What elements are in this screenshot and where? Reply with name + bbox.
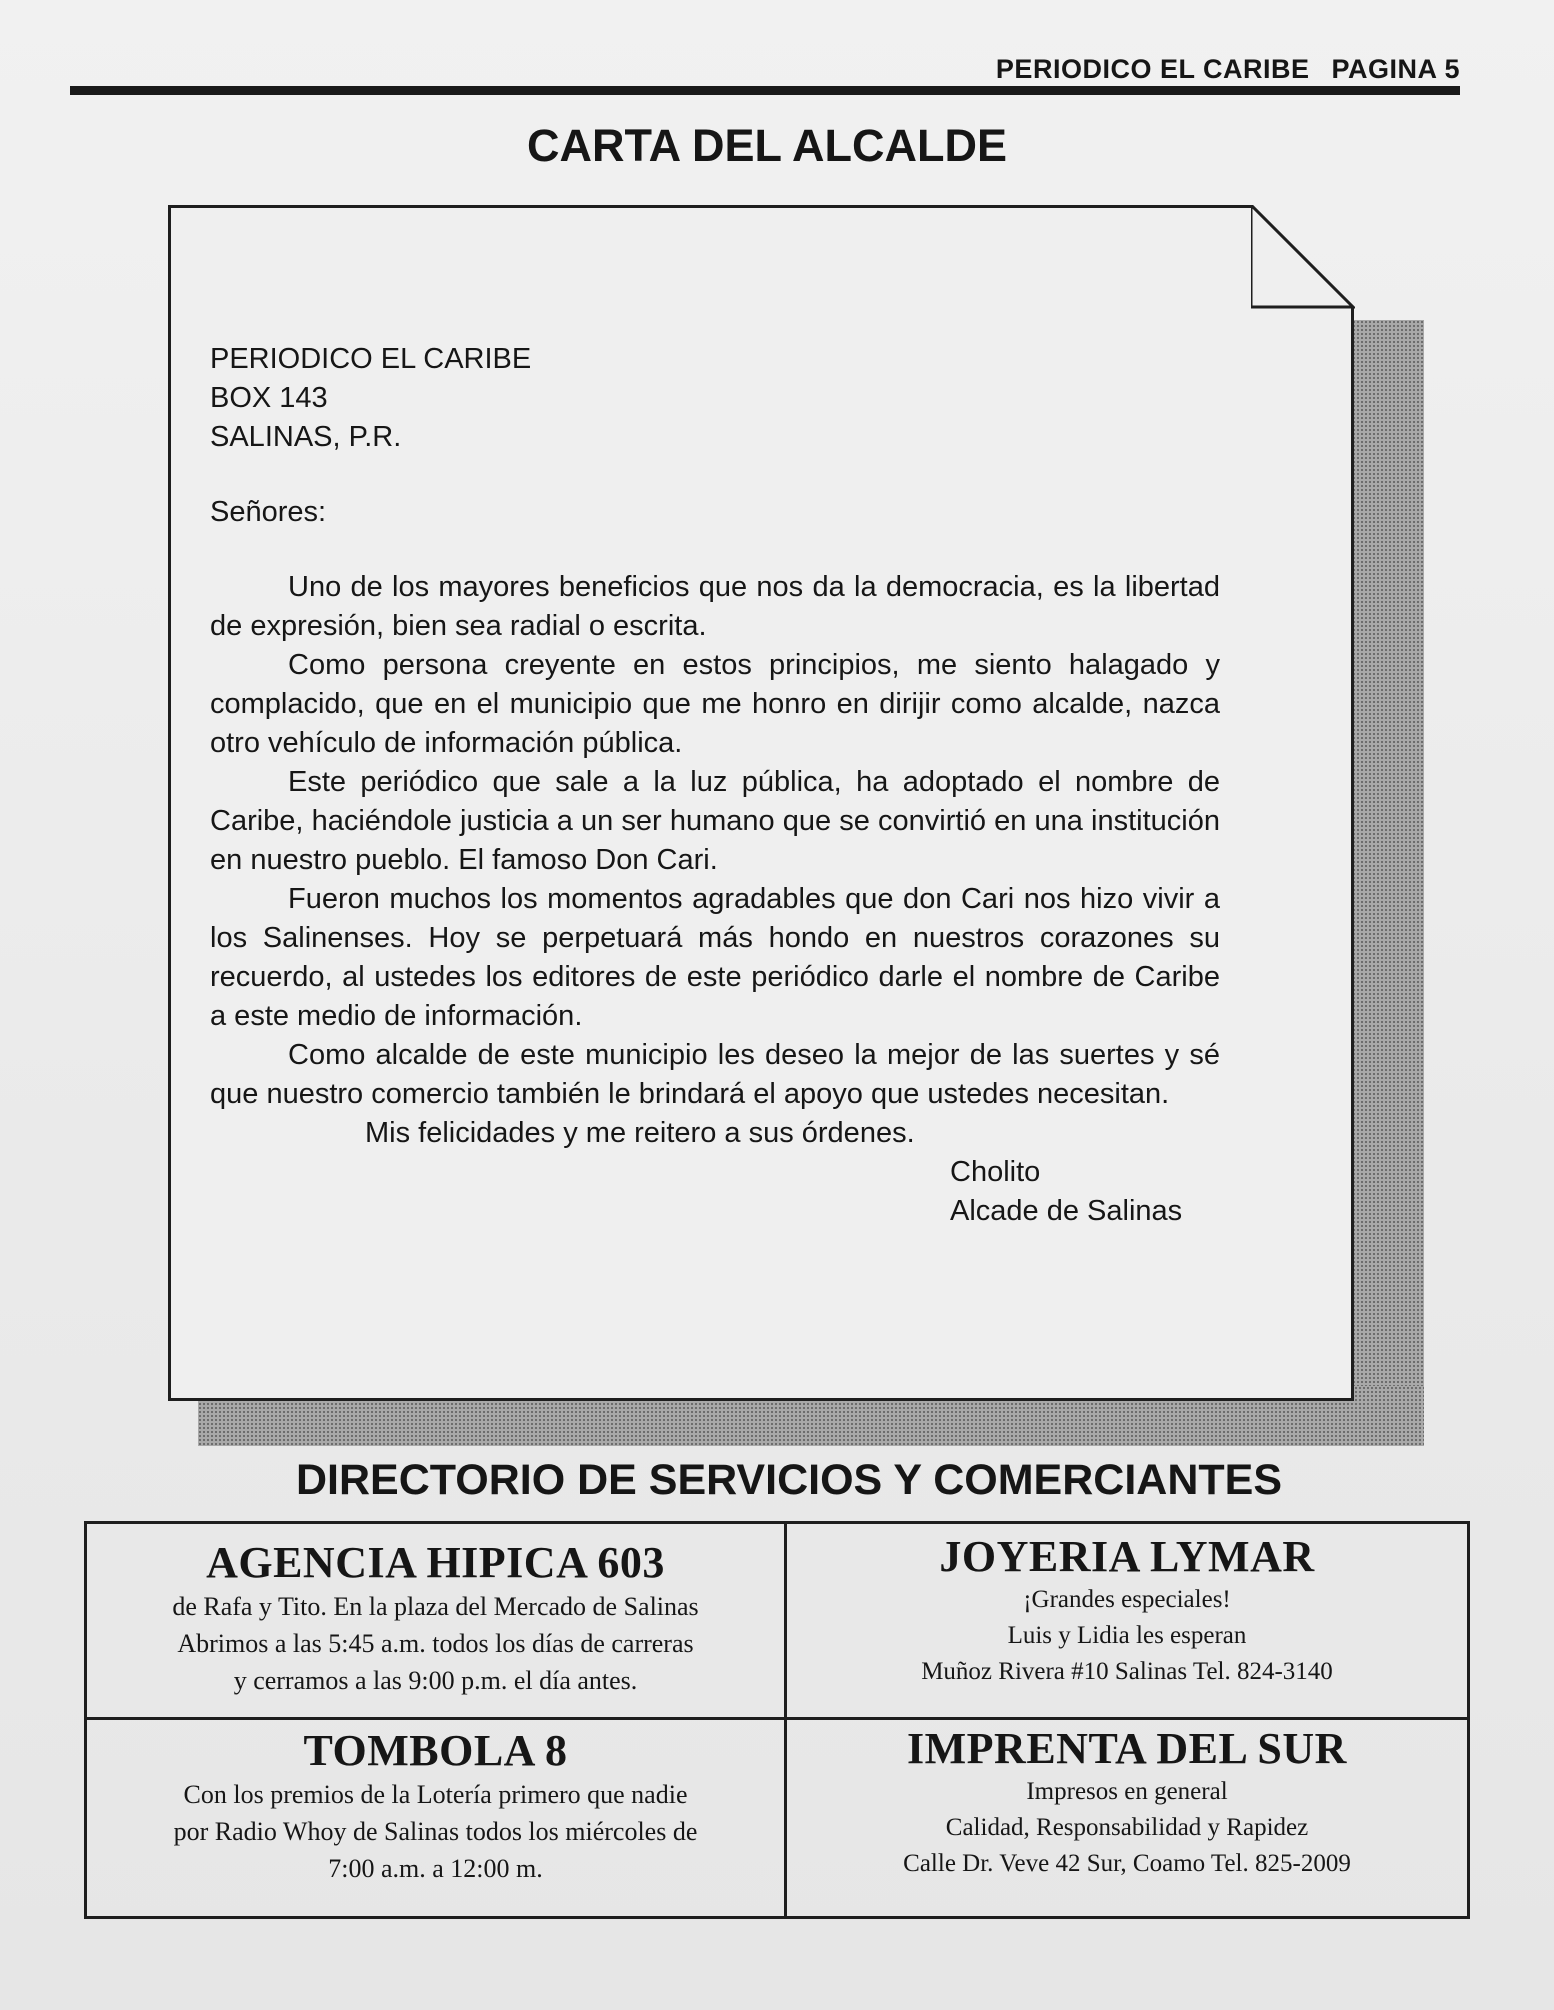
business-line: Muñoz Rivera #10 Salinas Tel. 824-3140 — [921, 1658, 1333, 1685]
page-header — [940, 54, 1460, 85]
letter-section-title: CARTA DEL ALCALDE — [527, 120, 1007, 171]
directory-title: DIRECTORIO DE SERVICIOS Y COMERCIANTES — [296, 1456, 1282, 1504]
directory-entry — [87, 1720, 787, 1916]
letter-paragraph: Este periódico que sale a la luz pública, ha adoptado el nombre de Caribe, haciéndole justicia a un ser humano que se convirtió en una institución en nuestro pueblo. El famoso Don Cari. — [210, 766, 1220, 876]
business-line: Abrimos a las 5:45 a.m. todos los días de carreras — [177, 1629, 694, 1658]
directory-grid — [84, 1521, 1470, 1919]
letter-paragraph: Como persona creyente en estos principios, me siento halagado y complacido, que en el municipio que me honro en dirijir como alcalde, nazca otro vehículo de información pública. — [210, 649, 1220, 759]
letter-paragraph: Fueron muchos los momentos agradables que don Cari nos hizo vivir a los Salinenses. Hoy se perpetuará más hondo en nuestros corazones su recuerdo, al ustedes los editores de este periódico darle el nombre de Caribe a este medio de información. — [210, 883, 1220, 1032]
address-line: BOX 143 — [210, 382, 328, 414]
business-line: 7:00 a.m. a 12:00 m. — [328, 1854, 543, 1883]
directory-entry — [787, 1524, 1467, 1720]
business-name: AGENCIA HIPICA 603 — [206, 1538, 665, 1587]
header-rule — [70, 86, 1460, 95]
letter-shadow-right — [1352, 320, 1424, 1430]
letter-greeting: Señores: — [210, 496, 327, 528]
letter-body — [210, 340, 1220, 1231]
business-line: ¡Grandes especiales! — [1023, 1586, 1231, 1613]
folded-corner-icon — [1251, 205, 1355, 309]
signature-title: Alcade de Salinas — [950, 1195, 1183, 1227]
business-line: Calidad, Responsabilidad y Rapidez — [945, 1814, 1309, 1841]
business-name: IMPRENTA DEL SUR — [907, 1724, 1347, 1773]
business-line: de Rafa y Tito. En la plaza del Mercado de Salinas — [172, 1592, 699, 1621]
directory-entry — [87, 1524, 787, 1720]
business-line: Luis y Lidia les esperan — [1007, 1622, 1247, 1649]
letter-closing: Mis felicidades y me reitero a sus órdenes. — [365, 1117, 915, 1149]
business-line: Con los premios de la Lotería primero que nadie — [183, 1780, 688, 1809]
address-line: PERIODICO EL CARIBE — [210, 343, 532, 375]
directory-entry — [787, 1720, 1467, 1916]
letter-paragraph: Uno de los mayores beneficios que nos da la democracia, es la libertad de expresión, bien sea radial o escrita. — [210, 571, 1220, 642]
signature-name: Cholito — [950, 1156, 1041, 1188]
business-name: JOYERIA LYMAR — [939, 1532, 1315, 1581]
page-number: PAGINA 5 — [1331, 54, 1460, 84]
business-line: por Radio Whoy de Salinas todos los miércoles de — [173, 1817, 698, 1846]
letter-paragraph: Como alcalde de este municipio les deseo la mejor de las suertes y sé que nuestro comercio también le brindará el apoyo que ustedes necesitan. — [210, 1039, 1220, 1110]
business-line: y cerramos a las 9:00 p.m. el día antes. — [233, 1666, 638, 1695]
address-line: SALINAS, P.R. — [210, 421, 402, 453]
publication-name: PERIODICO EL CARIBE — [995, 54, 1310, 84]
business-line: Impresos en general — [1026, 1778, 1228, 1805]
business-name: TOMBOLA 8 — [303, 1726, 568, 1775]
letter-address — [210, 340, 1220, 457]
business-line: Calle Dr. Veve 42 Sur, Coamo Tel. 825-2009 — [903, 1850, 1351, 1877]
